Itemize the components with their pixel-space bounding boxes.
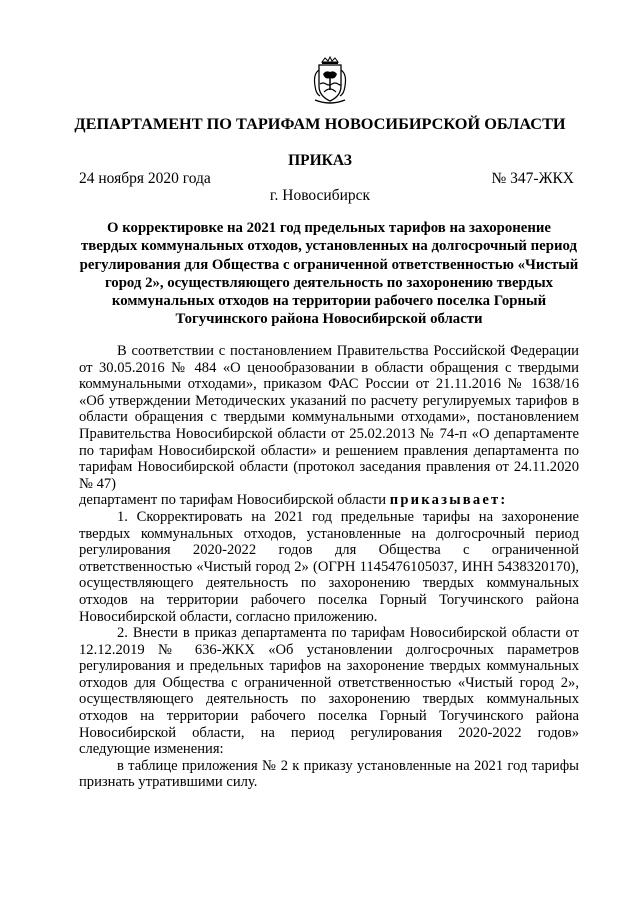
orders-intro: департамент по тарифам Новосибирской области bbox=[79, 492, 390, 509]
coat-of-arms-icon bbox=[310, 56, 350, 106]
order-number: № 347-ЖКХ bbox=[491, 170, 574, 187]
order-city: г. Новосибирск bbox=[269, 187, 371, 204]
order-title: ПРИКАЗ bbox=[288, 152, 352, 169]
item-2-sub-paragraph: в таблице приложения № 2 к приказу установленные на 2021 год тарифы признать утратившими силу. bbox=[79, 757, 579, 791]
orders-word: приказывает: bbox=[389, 492, 508, 509]
department-name: ДЕПАРТАМЕНТ ПО ТАРИФАМ НОВОСИБИРСКОЙ ОБЛАСТИ bbox=[74, 114, 566, 133]
orders-line bbox=[79, 492, 579, 509]
item-1-paragraph: 1. Скорректировать на 2021 год предельные тарифы на захоронение твердых коммунальных отходов, установленные на долгосрочный период регулирования 2020-2022 годов для Общества с ограниченной ответственностью «Чистый город 2» (ОГРН 1145476105037, ИНН 5438320170), осуществляющего деятельность по захоронению твердых коммунальных отходов на территории рабочего поселка Горный Тогучинского района Новосибирской области, согласно приложению. bbox=[79, 508, 579, 625]
order-subject: О корректировке на 2021 год предельных тарифов на захоронение твердых коммунальных отходов, установленных на долгосрочный период регулирования для Общества с ограниченной ответственностью «Чистый город 2», осуществляющего деятельность по захоронению твердых коммунальных отходов на территории рабочего поселка Горный Тогучинского района Новосибирской области bbox=[79, 220, 579, 328]
order-body bbox=[79, 343, 579, 791]
item-2-paragraph: 2. Внести в приказ департамента по тарифам Новосибирской области от 12.12.2019 № 636-ЖКХ «Об установлении долгосрочных параметров регулирования и предельных тарифов на захоронение твердых коммунальных отходов для Общества с ограниченной ответственностью «Чистый город 2», осуществляющего деятельность по захоронению твердых коммунальных отходов на территории рабочего поселка Горный Тогучинского района Новосибирской области, на период регулирования 2020-2022 годов» следующие изменения: bbox=[79, 625, 579, 758]
order-date: 24 ноября 2020 года bbox=[79, 170, 211, 187]
preamble-paragraph: В соответствии с постановлением Правительства Российской Федерации от 30.05.2016 № 484 «О ценообразовании в области обращения с твердыми коммунальными отходами», приказом ФАС России от 21.11.2016 № 1638/16 «Об утверждении Методических указаний по расчету регулируемых тарифов в области обращения с твердыми коммунальными отходами», постановлением Правительства Новосибирской области от 25.02.2013 № 74-п «О департаменте по тарифам Новосибирской области» и решением правления департамента по тарифам Новосибирской области (протокол заседания правления от 24.11.2020 № 47) bbox=[79, 343, 579, 492]
